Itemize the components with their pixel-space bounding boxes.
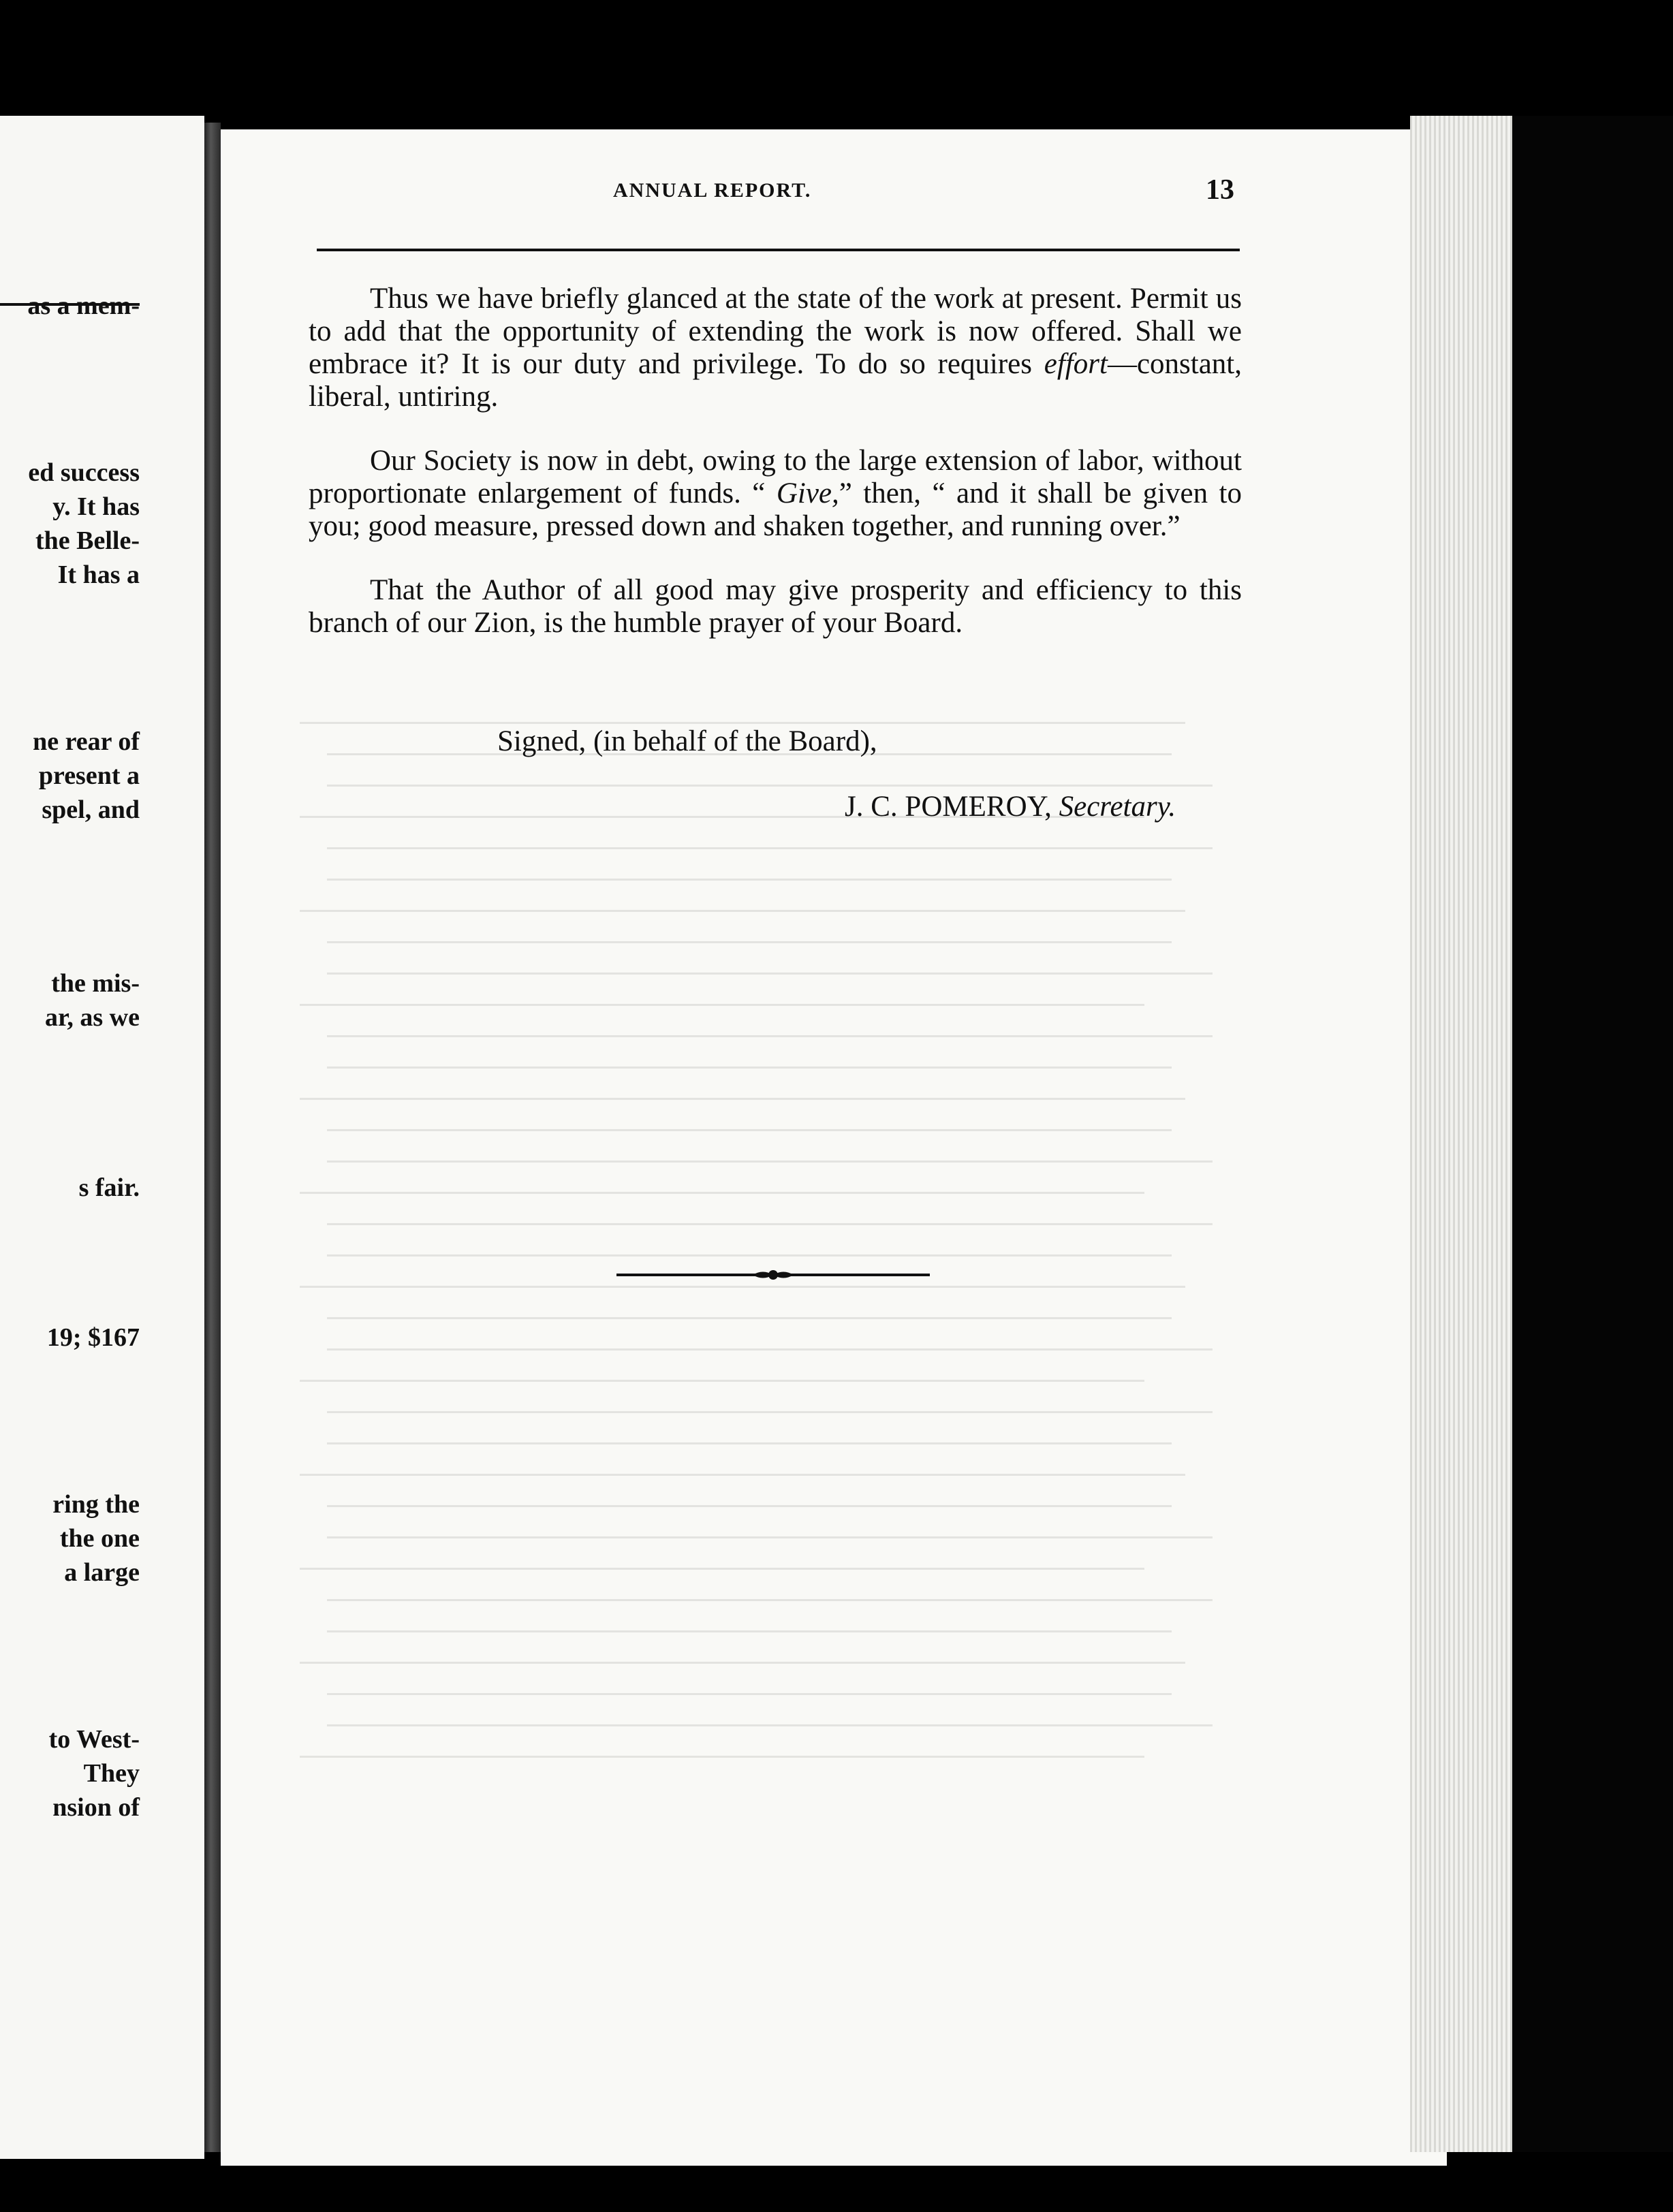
bleed-through-line	[327, 1129, 1172, 1131]
page-edges	[1410, 116, 1512, 2152]
bleed-through-line	[327, 1505, 1172, 1507]
left-page-line: the one	[59, 1524, 140, 1553]
bleed-through-line	[327, 1348, 1213, 1350]
bleed-through-line	[327, 1442, 1172, 1444]
report-body	[309, 283, 1242, 671]
page-number: 13	[1206, 174, 1234, 206]
left-page-line: y. It has	[52, 492, 140, 521]
bleed-through-line	[327, 1035, 1213, 1037]
bleed-through-line	[327, 1599, 1213, 1601]
bleed-through-line	[327, 847, 1213, 849]
emphasis-give: Give,	[776, 477, 839, 509]
bleed-through-line	[327, 1411, 1213, 1413]
bleed-through-line	[327, 1536, 1213, 1538]
ornamental-divider	[616, 1267, 930, 1283]
bleed-through-line	[300, 910, 1185, 912]
bleed-through-line	[300, 1568, 1144, 1570]
left-page-line: nsion of	[52, 1793, 140, 1822]
bleed-through-line	[300, 1286, 1185, 1288]
header-rule	[317, 249, 1240, 251]
left-page-line: the Belle-	[35, 526, 140, 555]
bleed-through-line	[327, 1630, 1172, 1632]
left-page-line: a large	[64, 1558, 140, 1587]
facing-page-left	[0, 116, 204, 2159]
bleed-through-line	[327, 1223, 1213, 1225]
bleed-through-line	[300, 1474, 1185, 1476]
running-head: ANNUAL REPORT.	[613, 179, 812, 202]
left-page-line: to West-	[48, 1725, 140, 1754]
left-page-line: as a mem-	[27, 291, 140, 320]
left-page-line: the mis-	[51, 969, 140, 998]
left-page-line: They	[83, 1759, 140, 1788]
bleed-through-line	[300, 722, 1185, 724]
bleed-through-line	[300, 1756, 1144, 1758]
bleed-through-line	[300, 1098, 1185, 1100]
bleed-through-line	[327, 1693, 1172, 1695]
bleed-through-line	[327, 1317, 1172, 1319]
left-page-line: 19; $167	[46, 1323, 140, 1352]
bleed-through-line	[327, 941, 1172, 943]
scan-border-right	[1512, 116, 1673, 2152]
scan-border-top	[0, 0, 1673, 116]
paragraph-state-of-work: Thus we have briefly glanced at the state of the work at present. Permit us to add that the opportunity of extending the work is now offered. Shall we embrace it? It is our duty and privilege. To do so requires effort—constant, liberal, untiring.	[309, 283, 1242, 413]
bleed-through-table	[300, 708, 1247, 1866]
bleed-through-line	[327, 785, 1213, 787]
bleed-through-line	[327, 973, 1213, 975]
book-spine	[204, 123, 221, 2152]
secretary-signature	[845, 792, 1176, 821]
left-page-line: spel, and	[42, 795, 140, 824]
left-page-line: ne rear of	[33, 727, 140, 756]
secretary-name: J. C. POMEROY,	[845, 791, 1052, 823]
paragraph-prayer: That the Author of all good may give prosperity and efficiency to this branch of our Zion, is the humble prayer of your Board.	[309, 574, 1242, 639]
bleed-through-line	[300, 1192, 1144, 1194]
signed-line: Signed, (in behalf of the Board),	[497, 725, 877, 757]
left-page-line: s fair.	[78, 1173, 140, 1202]
secretary-title: Secretary.	[1059, 791, 1176, 823]
left-page-line: ed success	[28, 458, 140, 487]
left-page-line: present a	[38, 761, 140, 790]
left-page-line: ring the	[52, 1490, 140, 1519]
bleed-through-line	[327, 1254, 1172, 1257]
bleed-through-line	[327, 1160, 1213, 1163]
paragraph-debt: Our Society is now in debt, owing to the large extension of labor, without proportionate enlargement of funds. “ Give,” then, “ and it shall be given to you; good measure, pressed down and shaken together, and running over.”	[309, 445, 1242, 542]
bleed-through-line	[327, 879, 1172, 881]
left-page-line: ar, as we	[45, 1003, 140, 1032]
left-page-line: It has a	[57, 560, 140, 589]
bleed-through-line	[327, 1066, 1172, 1069]
bleed-through-line	[300, 1004, 1144, 1006]
bleed-through-line	[327, 1724, 1213, 1726]
emphasis-effort: effort	[1044, 348, 1108, 380]
bleed-through-line	[300, 1380, 1144, 1382]
bleed-through-line	[300, 1662, 1185, 1664]
